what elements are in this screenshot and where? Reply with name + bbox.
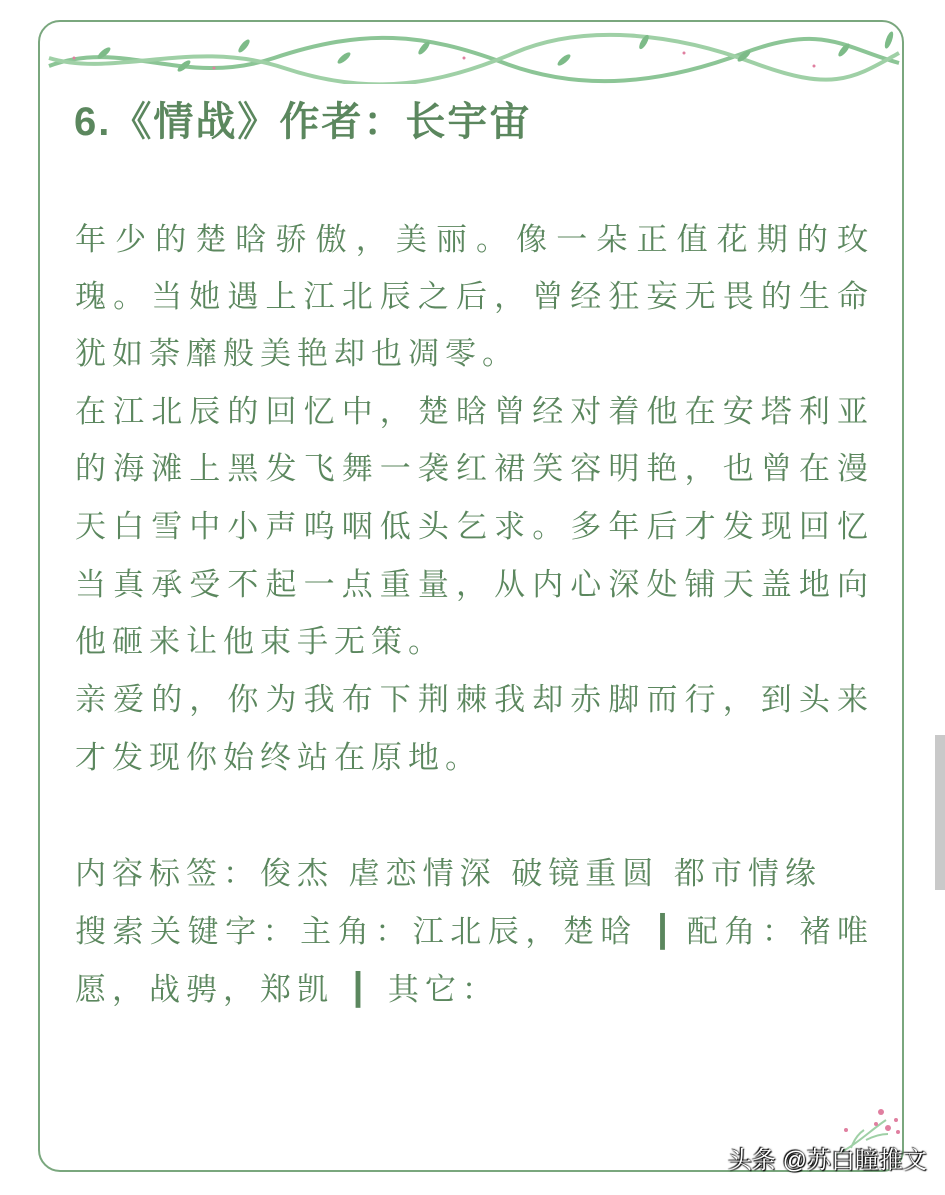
text-line: 年少的楚晗骄傲，美丽。像一朵正值花期的玫 (75, 222, 868, 257)
text-line: 内容标签：俊杰 虐恋情深 破镜重圆 都市情缘 (75, 856, 822, 891)
text-line: 亲爱的，你为我布下荆棘我却赤脚而行，到头来 (75, 682, 868, 717)
vine-decoration (44, 28, 904, 84)
text-line: 他砸来让他束手无策。 (75, 624, 445, 659)
text-line: 的海滩上黑发飞舞一袭红裙笑容明艳，也曾在漫 (75, 451, 868, 486)
text-line: 犹如荼靡般美艳却也凋零。 (75, 336, 519, 371)
text-line: 瑰。当她遇上江北辰之后，曾经狂妄无畏的生命 (75, 279, 868, 314)
text-line: 愿，战骋，郑凯 ┃ 其它： (75, 972, 499, 1007)
text-line: 天白雪中小声呜咽低头乞求。多年后才发现回忆 (75, 509, 868, 544)
book-title-heading: 6.《情战》作者：长宇宙 (74, 100, 532, 144)
text-line: 才发现你始终站在原地。 (75, 740, 482, 775)
watermark: 头条 @苏白瞳推文 (728, 1147, 928, 1174)
text-line: 搜索关键字：主角：江北辰，楚晗 ┃ 配角：褚唯 (75, 914, 868, 949)
scrollbar[interactable] (935, 735, 945, 890)
text-line: 在江北辰的回忆中，楚晗曾经对着他在安塔利亚 (75, 394, 868, 429)
text-line: 当真承受不起一点重量，从内心深处铺天盖地向 (75, 567, 868, 602)
